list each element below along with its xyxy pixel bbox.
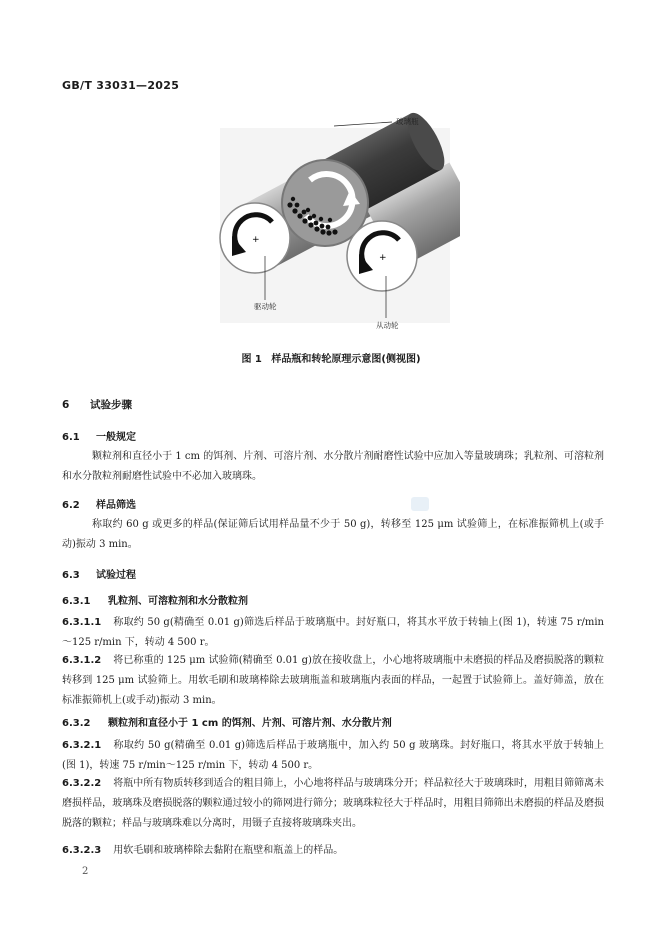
clause-text: 称取约 50 g(精确至 0.01 g)筛选后样品于玻璃瓶中。封好瓶口，将其水平放于转轴上(图 1)，转速 75 r/min～125 r/min 下，转动 4 500 r。 (62, 617, 604, 648)
clause-title: 样品筛选 (96, 500, 136, 511)
section-title: 试验步骤 (90, 399, 132, 411)
clause-title: 试验过程 (96, 570, 136, 581)
clause-6-3-heading (62, 566, 136, 581)
bottle-wheels-diagram (210, 108, 460, 336)
clause-6-3-1-1 (62, 613, 604, 653)
clause-6-2-heading (62, 496, 136, 511)
clause-number: 6.3.2.1 (62, 740, 102, 751)
page-number: 2 (82, 866, 89, 877)
clause-6-1-heading (62, 428, 136, 443)
clause-6-3-2-heading (62, 714, 392, 729)
clause-number: 6.3.2.2 (62, 778, 102, 789)
clause-text: 称取约 50 g(精确至 0.01 g)筛选后样品于玻璃瓶中，加入约 50 g 玻璃珠。封好瓶口，将其水平放于转轴上(图 1)，转速 75 r/min～125 r/min 下，转动 4 500 r。 (62, 740, 604, 771)
clause-title: 乳粒剂、可溶粒剂和水分散粒剂 (108, 596, 248, 607)
figure-caption (0, 350, 662, 365)
clause-number: 6.3.1.1 (62, 617, 102, 628)
label-driven-wheel: 从动轮 (376, 321, 399, 330)
label-driving-wheel: 驱动轮 (254, 302, 277, 311)
caption-text: 样品瓶和转轮原理示意图(侧视图) (271, 354, 421, 365)
clause-6-3-2-3 (62, 841, 604, 861)
figure-1 (210, 108, 460, 336)
clause-text: 用软毛刷和玻璃棒除去黏附在瓶壁和瓶盖上的样品。 (113, 845, 344, 856)
section-number: 6 (62, 399, 70, 411)
clause-number: 6.3 (62, 570, 80, 581)
svg-text:+: + (252, 235, 260, 245)
clause-number: 6.1 (62, 432, 80, 443)
clause-number: 6.3.2.3 (62, 845, 102, 856)
clause-6-3-2-1 (62, 736, 604, 776)
clause-text: 将瓶中所有物质转移到适合的粗目筛上，小心地将样品与玻璃珠分开；样品粒径大于玻璃珠时，用粗目筛筛离未磨损样品，玻璃珠及磨损脱落的颗粒通过较小的筛网进行筛分；玻璃珠粒径大于样品时，用粗目筛筛出未磨损的样品及磨损脱落的颗粒；样品与玻璃珠难以分离时，用镊子直接将玻璃珠夹出。 (62, 778, 604, 829)
standard-id: GB/T 33031—2025 (62, 79, 180, 92)
svg-text:+: + (379, 253, 387, 263)
clause-6-3-1-heading (62, 592, 248, 607)
clause-6-2-text: 称取约 60 g 或更多的样品(保证筛后试用样品量不少于 50 g)，转移至 125 μm 试验筛上，在标准振筛机上(或手动)振动 3 min。 (62, 519, 604, 550)
clause-number: 6.3.1 (62, 596, 91, 607)
caption-number: 图 1 (241, 354, 262, 365)
clause-number: 6.2 (62, 500, 80, 511)
section-6-heading (62, 397, 132, 412)
clause-number: 6.3.1.2 (62, 655, 102, 666)
watermark-logo (411, 497, 429, 511)
clause-text: 将已称重的 125 μm 试验筛(精确至 0.01 g)放在接收盘上，小心地将玻璃瓶中未磨损的样品及磨损脱落的颗粒转移到 125 μm 试验筛上。用软毛刷和玻璃棒除去玻璃瓶盖和玻璃瓶内表面的样品，一起置于试验筛上。盖好筛盖，放在标准振筛机上(或手动)振动 3 min。 (62, 655, 604, 706)
clause-title: 颗粒剂和直径小于 1 cm 的饵剂、片剂、可溶片剂、水分散片剂 (108, 718, 392, 729)
clause-6-3-1-2 (62, 651, 604, 711)
label-glass-bottle: 玻璃瓶 (396, 117, 419, 126)
clause-6-1-text: 颗粒剂和直径小于 1 cm 的饵剂、片剂、可溶片剂、水分散片剂耐磨性试验中应加入等量玻璃珠；乳粒剂、可溶粒剂和水分散粒剂耐磨性试验中不必加入玻璃珠。 (62, 451, 604, 482)
clause-number: 6.3.2 (62, 718, 91, 729)
clause-6-3-2-2 (62, 774, 604, 834)
clause-title: 一般规定 (96, 432, 136, 443)
